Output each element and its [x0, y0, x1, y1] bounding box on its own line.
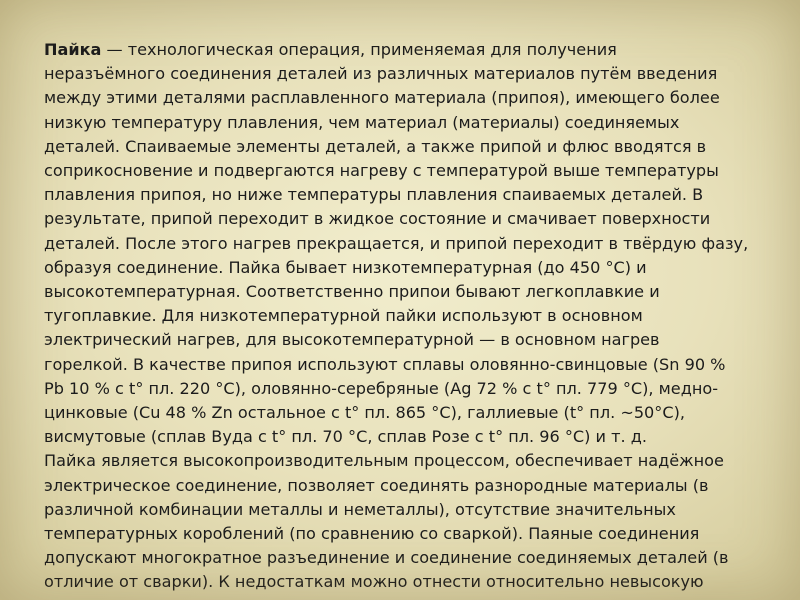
text-line: результате, припой переходит в жидкое состояние и смачивает поверхности — [44, 209, 711, 229]
text-line: различной комбинации металлы и неметаллы), отсутствие значительных — [44, 499, 676, 519]
text-line: образуя соединение. Пайка бывает низкотемпературная (до 450 °C) и — [44, 257, 647, 277]
text-line: температурных короблений (по сравнению со сваркой). Паяные соединения — [44, 524, 700, 544]
text-line: электрическое соединение, позволяет соединять разнородные материалы (в — [44, 475, 709, 495]
text-line: тугоплавкие. Для низкотемпературной пайки используют в основном — [44, 306, 643, 326]
text-line: электрический нагрев, для высокотемпературной — в основном нагрев — [44, 330, 660, 350]
text-line: висмутовые (сплав Вуда с t° пл. 70 °C, сплав Розе с t° пл. 96 °C) и т. д. — [44, 427, 647, 447]
term-heading: Пайка — [44, 40, 102, 59]
text-line: Pb 10 % с t° пл. 220 °C), оловянно-серебряные (Ag 72 % с t° пл. 779 °C), медно- — [44, 378, 718, 398]
text-line: соприкосновение и подвергаются нагреву с температурой выше температуры — [44, 161, 719, 181]
text-line: Пайка является высокопроизводительным процессом, обеспечивает надёжное — [44, 451, 724, 471]
text-line: допускают многократное разъединение и соединение соединяемых деталей (в — [44, 548, 729, 568]
text-line-1 — [44, 38, 786, 62]
first-line-text: — технологическая операция, применяемая для получения — [101, 40, 617, 59]
text-line: высокотемпературная. Соответственно припои бывают легкоплавкие и — [44, 282, 660, 302]
text-line: деталей. После этого нагрев прекращается, и припой переходит в твёрдую фазу, — [44, 233, 749, 253]
text-line: плавления припоя, но ниже температуры плавления спаиваемых деталей. В — [44, 185, 704, 205]
text-line: горелкой. В качестве припоя используют сплавы оловянно-свинцовые (Sn 90 % — [44, 354, 726, 374]
text-line: цинковые (Cu 48 % Zn остальное с t° пл. 865 °C), галлиевые (t° пл. ~50°C), — [44, 403, 685, 423]
text-line: отличие от сварки). К недостаткам можно отнести относительно невысокую — [44, 572, 704, 592]
text-line: деталей. Спаиваемые элементы деталей, а также припой и флюс вводятся в — [44, 136, 707, 156]
text-line: низкую температуру плавления, чем материал (материалы) соединяемых — [44, 112, 680, 132]
text-line: неразъёмного соединения деталей из различных материалов путём введения — [44, 64, 718, 84]
text-line: между этими деталями расплавленного материала (припоя), имеющего более — [44, 88, 720, 108]
text-body — [44, 38, 786, 595]
